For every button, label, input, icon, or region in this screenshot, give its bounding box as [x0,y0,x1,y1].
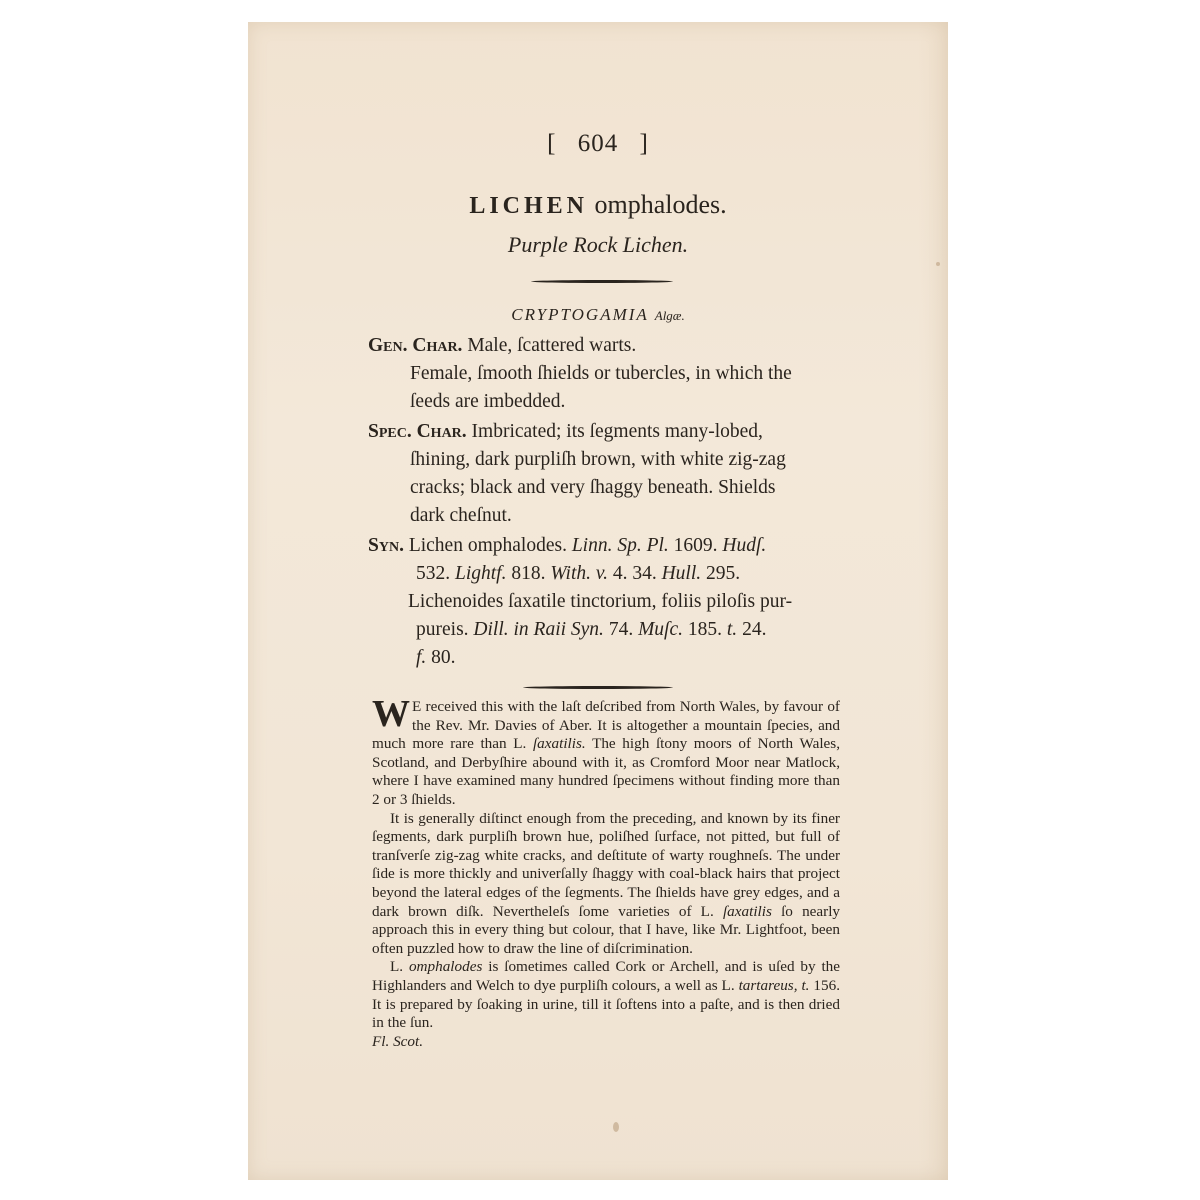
spec-char-text: ſhining, dark purpliſh brown, with white zig-zag [410,449,786,470]
book-page [248,22,948,1180]
syn-reference: Lightf. [455,563,507,584]
syn-number: 80. [431,647,456,668]
specific-character [368,418,838,530]
syn-number: 532. [416,563,451,584]
syn-reference: Hudſ. [722,535,767,556]
genus-name: LICHEN [469,193,589,219]
paragraph-text: L. [390,958,404,976]
syn-number: 1609. [673,535,718,556]
species-italic: tartareus, [738,976,798,994]
paragraph-text: is ſometimes called Cork or Archell, and is uſed by the Highlanders and Welch to dye purpliſh colours, a well as L. [372,958,841,994]
syn-text: Lichenoides ſaxatile tinctorium, foliis piloſis pur- [408,591,793,612]
order-name: Algæ. [654,308,685,323]
syn-reference: Dill. in Raii Syn. [473,619,604,640]
drop-cap: W [372,693,410,735]
species-italic: ſaxatilis. [532,735,586,753]
paragraph-text: 156. It is prepared by ſoaking in urine, till it ſoftens into a paſte, and is then dried in the ſun. [372,976,840,1032]
paragraph [372,958,840,1032]
syn-number: 4. 34. [612,563,657,584]
gen-char-text: Female, ſmooth ſhields or tubercles, in which the [410,363,792,384]
syn-number: 24. [742,619,767,640]
paragraph-text: It is generally diſtinct enough from the preceding, and known by its finer ſegments, dark purpliſh brown hue, poliſhed ſurface, not pitted, but full of tranſverſe zig-zag white cracks, and deſtitute of warty roughneſs. The under ſide is more thickly and univerſally ſhaggy with coal-black hairs that project beyond the lateral edges of the ſegments. The ſhields have grey edges, and a dark brown diſk. Nevertheleſs ſome varieties of L. [372,809,840,920]
description-body [372,693,841,1051]
paragraph [372,810,840,959]
bracket-close: ] [639,130,649,157]
syn-reference: Linn. Sp. Pl. [571,535,669,556]
syn-reference: Muſc. [638,619,684,640]
spec-char-text: dark cheſnut. [410,505,512,526]
source-reference: Fl. Scot. [372,1032,424,1050]
gen-char-text: ſeeds are imbedded. [410,391,566,412]
spec-char-text: Imbricated; its ſegments many-lobed, [471,421,763,442]
class-name: CRYPTOGAMIA [511,305,649,324]
page-number [248,130,948,158]
spec-char-text: cracks; black and very ſhaggy beneath. Shields [410,477,776,498]
generic-character [368,332,838,416]
paragraph [372,693,841,810]
plate-reference: t. [801,976,810,994]
syn-reference: t. [726,619,738,640]
bracket-open: [ [547,130,557,157]
species-italic: omphalodes [408,958,483,976]
foxing-spot [936,262,940,266]
page-number-value: 604 [577,130,619,157]
syn-reference: f. [416,647,427,668]
syn-number: 185. [687,619,723,640]
species-italic: ſaxatilis [722,902,772,920]
syn-text: pureis. [416,619,469,640]
foxing-spot [613,1122,619,1132]
syn-reference: With. v. [550,563,608,584]
classification [248,305,948,325]
syn-number: 295. [706,563,741,584]
syn-reference: Hull. [661,563,702,584]
divider-rule [531,280,673,283]
source-citation [372,1033,840,1052]
species-title [248,190,948,220]
syn-text: Lichen omphalodes. [408,535,567,556]
gen-char-text: Male, ſcattered warts. [467,335,637,356]
paragraph-text: ſo nearly approach this in every thing but colour, that I have, like Mr. Lightfoot, been often puzzled how to draw the line of diſcrimination. [372,902,841,957]
species-name: omphalodes. [594,190,727,219]
common-name: Purple Rock Lichen. [507,232,689,257]
syn-number: 818. [511,563,546,584]
paragraph-text: The high ſtony moors of North Wales, Scotland, and Derbyſhire abound with it, as Cromford Moor near Matlock, where I have examined many hundred ſpecimens without finding more than 2 or 3 ſhields. [372,735,841,808]
synonymy [368,532,838,672]
gen-char-label: Gen. Char. [368,335,463,356]
divider-rule [523,686,673,689]
paragraph-text: E received this with the laſt deſcribed from North Wales, by favour of the Rev. Mr. Davies of Aber. It is altogether a mountain ſpecies, and much more rare than L. [372,698,840,753]
spec-char-label: Spec. Char. [368,421,467,442]
syn-label: Syn. [368,535,404,556]
syn-number: 74. [608,619,634,640]
